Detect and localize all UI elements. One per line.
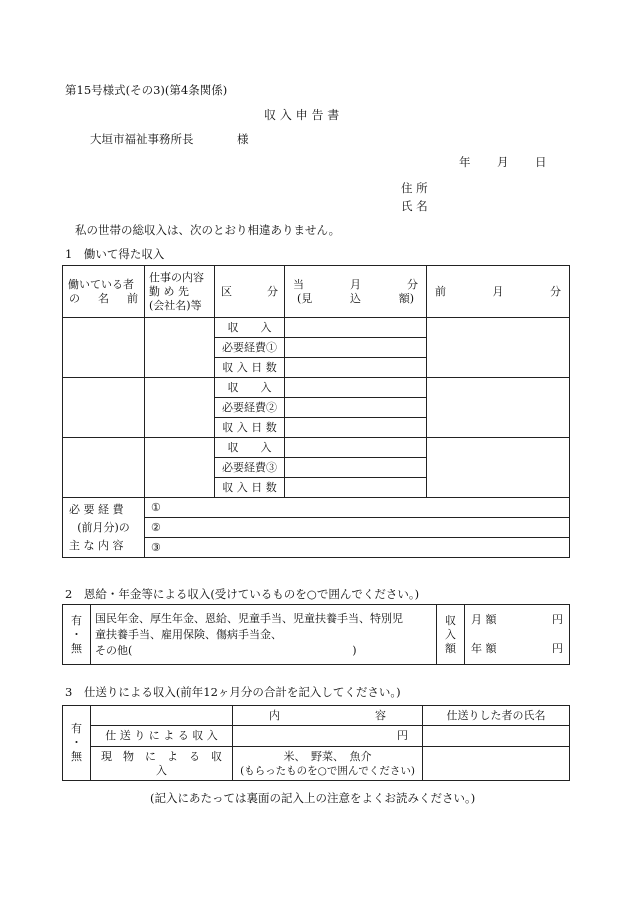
expense-label: 必要経費① (215, 338, 285, 358)
current-days-cell[interactable] (285, 418, 427, 438)
header-worker (63, 266, 145, 318)
remittance-sender-field[interactable] (423, 726, 570, 747)
header-current-tsuki: 月 (350, 277, 361, 291)
header-worker-no: の (69, 291, 80, 305)
table-row (63, 498, 570, 518)
remittance-amount-field[interactable]: 円 (233, 726, 423, 747)
monthly-label: 月 額 (471, 612, 497, 626)
content-nai: 内 (269, 708, 280, 722)
header-prev-bun: 分 (550, 284, 561, 298)
umu-yes: 有 (71, 613, 82, 627)
days-label: 収 入 日 数 (215, 478, 285, 498)
expense-label: 必要経費③ (215, 458, 285, 478)
in-kind-goods-note: (もらったものを○で囲んでください) (240, 764, 415, 777)
content-header (233, 706, 423, 726)
umu-yes: 有 (71, 722, 82, 735)
table-row (63, 378, 570, 398)
expense-details-line2: (前月分)の (77, 520, 130, 534)
in-kind-sender-field[interactable] (423, 747, 570, 781)
remittance-label: 仕 送 り に よ る 収 入 (91, 726, 233, 747)
income-label: 収 入 (215, 318, 285, 338)
current-expense-cell[interactable] (285, 458, 427, 478)
current-income-cell[interactable] (285, 438, 427, 458)
days-label: 収 入 日 数 (215, 358, 285, 378)
earned-income-table (62, 265, 570, 558)
income-amount-shu: 収 (445, 613, 456, 627)
monthly-yen: 円 (552, 612, 563, 626)
header-prev-month (427, 266, 570, 318)
header-est-mi: (見 (297, 291, 313, 305)
expense-detail-1[interactable]: ① (145, 498, 570, 518)
header-current-to: 当 (293, 277, 304, 291)
job-cell[interactable] (145, 438, 215, 498)
prev-month-cell[interactable] (427, 318, 570, 378)
address-label: 住 所 (401, 181, 428, 195)
expense-details-line1: 必 要 経 費 (69, 502, 124, 516)
date-month: 月 (497, 155, 509, 169)
header-row (63, 266, 570, 318)
name-label: 氏 名 (401, 199, 428, 213)
header-job (145, 266, 215, 318)
header-worker-line1: 働いている者 (68, 277, 134, 291)
header-kubun-bun: 分 (267, 284, 278, 298)
annual-yen: 円 (552, 642, 563, 656)
in-kind-goods[interactable] (233, 747, 423, 781)
income-label: 収 入 (215, 438, 285, 458)
in-kind-goods-list: 米、 野菜、 魚介 (283, 749, 372, 763)
blank-header-cell (91, 706, 233, 726)
header-worker-na: 名 (98, 291, 109, 305)
job-cell[interactable] (145, 318, 215, 378)
header-kubun (215, 266, 285, 318)
addressee: 大垣市福祉事務所長 (90, 132, 194, 146)
current-income-cell[interactable] (285, 318, 427, 338)
date-year: 年 (459, 155, 471, 169)
income-label: 収 入 (215, 378, 285, 398)
annual-amount-field[interactable] (465, 635, 570, 665)
income-amount-nyu: 入 (445, 627, 456, 641)
monthly-amount-field[interactable] (465, 605, 570, 635)
current-days-cell[interactable] (285, 478, 427, 498)
header-prev-tsuki: 月 (492, 284, 504, 298)
current-expense-cell[interactable] (285, 398, 427, 418)
in-kind-label: 現 物 に よ る 収 入 (91, 747, 233, 781)
prev-month-cell[interactable] (427, 378, 570, 438)
header-job-line2: 勤 め 先 (149, 284, 189, 298)
content-you: 容 (375, 708, 386, 722)
umu-dot: ・ (71, 627, 82, 641)
worker-name-cell[interactable] (63, 378, 145, 438)
header-est-gaku: 額) (398, 291, 414, 305)
header-current-bun: 分 (407, 277, 418, 291)
remittance-umu[interactable] (63, 706, 91, 781)
honorific: 様 (237, 132, 249, 146)
header-worker-mae: 前 (127, 291, 138, 305)
pension-table (62, 604, 570, 665)
current-expense-cell[interactable] (285, 338, 427, 358)
days-label: 収 入 日 数 (215, 418, 285, 438)
section1-heading: 1 働いて得た収入 (65, 247, 165, 261)
expense-details-line3: 主 な 内 容 (69, 538, 124, 552)
header-est-komi: 込 (350, 291, 361, 305)
prev-month-cell[interactable] (427, 438, 570, 498)
declaration: 私の世帯の総収入は、次のとおり相違ありません。 (75, 223, 341, 237)
header-kubun-ku: 区 (221, 284, 232, 298)
section3-heading: 3 仕送りによる収入(前年12ヶ月分の合計を記入してください。) (65, 685, 401, 699)
expense-detail-3[interactable]: ③ (145, 538, 570, 558)
income-amount-label (437, 605, 465, 665)
pension-types-line1: 国民年金、厚生年金、恩給、児童手当、児童扶養手当、特別児 (95, 611, 403, 625)
worker-name-cell[interactable] (63, 318, 145, 378)
pension-types-other: その他( ) (95, 643, 357, 657)
umu-no: 無 (71, 641, 82, 655)
job-cell[interactable] (145, 378, 215, 438)
pension-umu[interactable] (63, 605, 91, 665)
expense-details-label (63, 498, 145, 558)
header-current-month (285, 266, 427, 318)
date-day: 日 (535, 155, 547, 169)
header-job-line1: 仕事の内容 (149, 270, 204, 284)
expense-label: 必要経費② (215, 398, 285, 418)
current-days-cell[interactable] (285, 358, 427, 378)
header-prev-mae: 前 (435, 284, 446, 298)
current-income-cell[interactable] (285, 378, 427, 398)
form-number: 第15号様式(その3)(第4条関係) (65, 83, 228, 97)
umu-dot: ・ (71, 736, 82, 749)
table-row (63, 438, 570, 458)
pension-types-line2: 童扶養手当、雇用保険、傷病手当金、 (95, 627, 282, 641)
sender-header: 仕送りした者の氏名 (423, 706, 570, 726)
pension-types[interactable] (91, 605, 437, 665)
section2-heading: 2 恩給・年金等による収入(受けているものを○で囲んでください。) (65, 587, 420, 601)
footer-note: (記入にあたっては裏面の記入上の注意をよくお読みください。) (150, 791, 476, 805)
worker-name-cell[interactable] (63, 438, 145, 498)
expense-detail-2[interactable]: ② (145, 518, 570, 538)
remittance-table (62, 705, 570, 781)
annual-label: 年 額 (471, 642, 497, 656)
income-amount-gaku: 額 (445, 641, 456, 655)
table-row (63, 318, 570, 338)
page-title: 収 入 申 告 書 (264, 108, 340, 122)
umu-no: 無 (71, 750, 82, 763)
header-job-line3: (会社名)等 (149, 298, 202, 312)
